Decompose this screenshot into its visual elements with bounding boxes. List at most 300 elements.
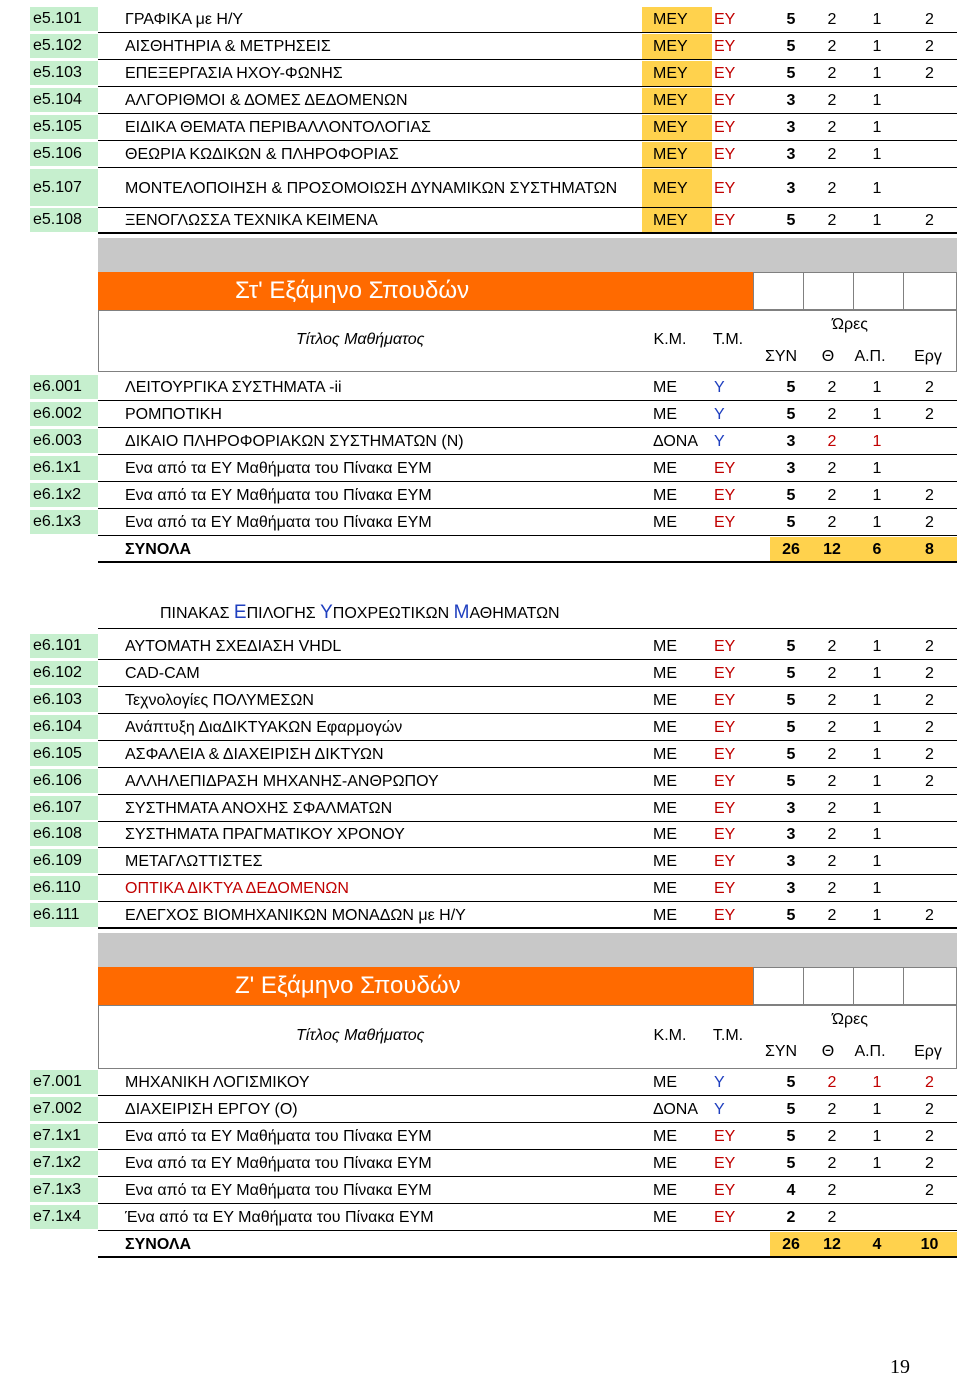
cell-syn: 5 [786,1155,796,1172]
table-row [30,1097,957,1123]
cell-km: ΜΕ [653,719,677,736]
cell-syn: 5 [786,406,796,423]
table-row [30,1070,957,1096]
cell-syn: 5 [786,746,796,763]
cell-th: 2 [827,853,837,870]
cell-erg: 2 [925,11,934,28]
cell-ap: 1 [872,38,882,55]
sem6-title: Στ' Εξάμηνο Σπουδών [98,272,753,310]
cell-code: e5.103 [30,61,98,87]
table-row [30,208,957,234]
cell-erg: 2 [925,514,934,531]
table-row [30,903,957,929]
cell-th: 2 [827,1128,837,1145]
cell-code: e5.107 [30,169,98,208]
cell-km: ΔΟΝΑ [653,433,699,450]
cell-tm: ΕΥ [714,119,736,136]
cell-title: ΣΥΣΤΗΜΑΤΑ ΑΝΟΧΗΣ ΣΦΑΛΜΑΤΩΝ [125,800,393,817]
cell-ap: 1 [872,907,882,924]
cell-title: Ενα από τα ΕΥ Μαθήματα του Πίνακα ΕΥΜ [125,1155,432,1172]
cell-title: ΔΙΑΧΕΙΡΙΣΗ ΕΡΓΟΥ (Ο) [125,1101,298,1118]
cell-th: 2 [827,406,837,423]
cell-title: Ανάπτυξη ΔιαΔΙΚΤΥΑΚΩΝ Εφαρμογών [125,719,403,736]
totals-syn: 26 [782,1236,800,1253]
cell-syn: 2 [786,1209,796,1226]
cell-erg: 2 [925,1155,934,1172]
cell-tm: ΕΥ [714,665,736,682]
cell-th: 2 [827,11,837,28]
cell-tm: Υ [714,433,725,450]
table-row [30,34,957,60]
cell-km: ΜΕ [653,638,677,655]
cell-erg: 2 [925,1074,934,1091]
cell-title: Ενα από τα ΕΥ Μαθήματα του Πίνακα ΕΥΜ [125,1128,432,1145]
cell-ap: 1 [872,880,882,897]
sem7-syn-header: ΣΥΝ [764,1043,798,1060]
cell-erg: 2 [925,38,934,55]
cell-code: e6.002 [30,402,98,428]
sem6-ap-header: Α.Π. [854,348,886,365]
totals-label: ΣΥΝΟΛΑ [125,541,192,558]
cell-ap: 1 [872,638,882,655]
table-row [30,1124,957,1150]
cell-km: ΜΕ [653,692,677,709]
cell-ap [852,1178,902,1204]
cell-th: 2 [827,433,837,450]
cell-km: ΜΕ [653,907,677,924]
table-row [30,115,957,141]
cell-tm: ΕΥ [714,514,736,531]
cell-erg: 2 [925,746,934,763]
cell-ap: 1 [872,719,882,736]
cell-tm: ΕΥ [714,773,736,790]
totals-ap: 6 [872,541,882,558]
sem6-erg-header: Εργ [914,348,942,365]
table-row [30,715,957,741]
cell-code: e6.003 [30,429,98,455]
sem7-totals-row [30,1232,957,1258]
cell-km: ΜΕ [653,1155,677,1172]
cell-ap: 1 [872,146,882,163]
cell-code: e6.109 [30,849,98,875]
cell-title: ΞΕΝΟΓΛΩΣΣΑ ΤΕΧΝΙΚΑ ΚΕΙΜΕΝΑ [125,212,378,229]
page-number: 19 [890,1356,910,1378]
cell-tm: ΕΥ [714,1209,736,1226]
cell-erg: 2 [925,212,934,229]
cell-ap: 1 [872,1074,882,1091]
cell-erg [902,115,957,141]
cell-erg [902,88,957,114]
cell-syn: 3 [786,460,796,477]
cell-code: e6.106 [30,769,98,795]
cell-ap: 1 [872,1101,882,1118]
cell-syn: 3 [786,119,796,136]
table-row [30,429,957,455]
cell-km: ΜΕ [653,1128,677,1145]
cell-syn: 3 [786,146,796,163]
cell-erg: 2 [925,1101,934,1118]
cell-th: 2 [827,1155,837,1172]
cell-code: e6.111 [30,903,98,929]
cell-ap: 1 [872,11,882,28]
table-row [30,1178,957,1204]
table-row [30,634,957,660]
cell-syn: 5 [786,692,796,709]
cell-code: e7.1x3 [30,1178,98,1204]
cell-ap: 1 [872,1128,882,1145]
cell-tm: ΕΥ [714,1182,736,1199]
cell-tm: ΕΥ [714,92,736,109]
cell-th: 2 [827,746,837,763]
cell-title: Ενα από τα ΕΥ Μαθήματα του Πίνακα ΕΥΜ [125,487,432,504]
cell-code: e5.108 [30,208,98,234]
cell-code: e6.101 [30,634,98,660]
cell-km: ΜΕΥ [642,142,712,168]
cell-km: ΜΕ [653,773,677,790]
cell-km: ΜΕΥ [642,7,712,33]
cell-th: 2 [827,212,837,229]
cell-tm: ΕΥ [714,11,736,28]
cell-syn: 5 [786,11,796,28]
cell-tm: ΕΥ [714,800,736,817]
cell-erg: 2 [925,773,934,790]
sem6-title-col-header: Τίτλος Μαθήματος [296,331,425,348]
cell-km: ΜΕΥ [642,169,712,208]
cell-km: ΜΕ [653,514,677,531]
cell-ap: 1 [872,514,882,531]
cell-erg [902,876,957,902]
cell-th: 2 [827,460,837,477]
cell-code: e6.107 [30,796,98,822]
cell-ap: 1 [872,487,882,504]
cell-km: ΜΕ [653,826,677,843]
cell-tm: ΕΥ [714,907,736,924]
table-row [30,849,957,875]
table-row [30,61,957,87]
cell-th: 2 [827,514,837,531]
cell-title: Τεχνολογίες ΠΟΛΥΜΕΣΩΝ [125,692,314,709]
cell-code: e7.1x2 [30,1151,98,1177]
cell-km: ΜΕ [653,1209,677,1226]
cell-code: e5.105 [30,115,98,141]
cell-title: Ενα από τα ΕΥ Μαθήματα του Πίνακα ΕΥΜ [125,514,432,531]
totals-th: 12 [823,541,841,558]
cell-title: ΕΠΕΞΕΡΓΑΣΙΑ ΗΧΟΥ-ΦΩΝΗΣ [125,65,343,82]
table-row [30,688,957,714]
sem7-title-col-header: Τίτλος Μαθήματος [296,1027,425,1044]
cell-erg [902,822,957,848]
cell-syn: 5 [786,38,796,55]
cell-syn: 3 [786,853,796,870]
cell-syn: 5 [786,907,796,924]
cell-erg [902,849,957,875]
sem7-erg-header: Εργ [914,1043,942,1060]
totals-erg: 10 [920,1236,939,1253]
table-row [30,796,957,822]
sem6-th-header: Θ [821,348,835,365]
cell-code: e6.1x2 [30,483,98,509]
cell-title: CAD-CAM [125,665,200,682]
cell-code: e6.1x3 [30,510,98,536]
cell-title: Ενα από τα ΕΥ Μαθήματα του Πίνακα ΕΥΜ [125,460,432,477]
cell-th: 2 [827,907,837,924]
cell-th: 2 [827,719,837,736]
cell-km: ΜΕΥ [642,115,712,141]
sem7-title: Ζ' Εξάμηνο Σπουδών [98,967,753,1005]
table-row [30,876,957,902]
cell-syn: 5 [786,638,796,655]
sem7-km-header: Κ.Μ. [653,1027,687,1044]
cell-erg: 2 [925,692,934,709]
cell-ap: 1 [872,665,882,682]
cell-th: 2 [827,119,837,136]
cell-syn: 4 [786,1182,796,1199]
cell-syn: 3 [786,826,796,843]
cell-syn: 3 [786,92,796,109]
table-row [30,7,957,33]
cell-erg [902,796,957,822]
cell-title: ΜΟΝΤΕΛΟΠΟΙΗΣΗ & ΠΡΟΣΟΜΟΙΩΣΗ ΔΥΝΑΜΙΚΩΝ ΣΥΣΤΗΜΑΤΩΝ [125,180,618,197]
cell-syn: 5 [786,379,796,396]
cell-erg: 2 [925,1128,934,1145]
cell-title: ΕΙΔΙΚΑ ΘΕΜΑΤΑ ΠΕΡΙΒΑΛΛΟΝΤΟΛΟΓΙΑΣ [125,119,431,136]
cell-ap: 1 [872,119,882,136]
cell-km: ΔΟΝΑ [653,1101,699,1118]
cell-km: ΜΕΥ [642,34,712,60]
cell-th: 2 [827,379,837,396]
table-row [30,142,957,168]
cell-code: e6.001 [30,375,98,401]
cell-tm: ΕΥ [714,212,736,229]
table-row [30,510,957,536]
table-row [30,169,957,208]
sem6-tm-header: Τ.Μ. [712,331,744,348]
cell-tm: ΕΥ [714,853,736,870]
table-row [30,456,957,482]
cell-syn: 3 [786,800,796,817]
cell-km: ΜΕ [653,853,677,870]
cell-erg: 2 [925,638,934,655]
cell-erg [902,1205,957,1231]
cell-km: ΜΕ [653,800,677,817]
table-row [30,822,957,848]
cell-ap: 1 [872,853,882,870]
cell-erg: 2 [925,65,934,82]
table-row [30,375,957,401]
cell-syn: 3 [786,880,796,897]
totals-erg: 8 [925,541,934,558]
cell-title: ΕΛΕΓΧΟΣ ΒΙΟΜΗΧΑΝΙΚΩΝ ΜΟΝΑΔΩΝ με Η/Υ [125,907,466,924]
table-row [30,402,957,428]
sem6-syn-header: ΣΥΝ [764,348,798,365]
cell-ap: 1 [872,800,882,817]
cell-code: e7.001 [30,1070,98,1096]
cell-syn: 3 [786,179,796,197]
cell-title: ΑΥΤΟΜΑΤΗ ΣΧΕΔΙΑΣΗ VHDL [125,638,342,655]
cell-tm: ΕΥ [714,638,736,655]
cell-erg [902,456,957,482]
cell-code: e5.106 [30,142,98,168]
totals-label: ΣΥΝΟΛΑ [125,1236,192,1253]
sem7-ap-header: Α.Π. [854,1043,886,1060]
sem7-header-bar [98,933,957,967]
cell-title: ΑΛΛΗΛΕΠΙΔΡΑΣΗ ΜΗΧΑΝΗΣ-ΑΝΘΡΩΠΟΥ [125,773,439,790]
totals-syn: 26 [782,541,800,558]
cell-ap: 1 [872,92,882,109]
cell-erg [902,142,957,168]
cell-erg: 2 [925,1182,934,1199]
table-row [30,769,957,795]
totals-th: 12 [823,1236,841,1253]
sem6-totals-row [30,537,957,563]
sem7-grid-right [753,967,957,1005]
cell-th: 2 [827,92,837,109]
cell-title: Ένα από τα ΕΥ Μαθήματα του Πίνακα ΕΥΜ [125,1209,434,1226]
cell-code: e7.002 [30,1097,98,1123]
cell-th: 2 [827,487,837,504]
sem7-tm-header: Τ.Μ. [712,1027,744,1044]
cell-ap: 1 [872,406,882,423]
table-row [30,1151,957,1177]
cell-ap: 1 [872,692,882,709]
cell-erg: 2 [925,406,934,423]
cell-ap: 1 [872,826,882,843]
cell-syn: 3 [786,433,796,450]
table-row [30,483,957,509]
cell-km: ΜΕ [653,487,677,504]
cell-ap: 1 [872,773,882,790]
cell-syn: 5 [786,212,796,229]
cell-th: 2 [827,665,837,682]
cell-th: 2 [827,179,837,197]
cell-km: ΜΕ [653,460,677,477]
sem6-km-header: Κ.Μ. [653,331,687,348]
cell-tm: ΕΥ [714,460,736,477]
cell-code: e6.105 [30,742,98,768]
cell-code: e6.104 [30,715,98,741]
sem7-th-header: Θ [821,1043,835,1060]
cell-erg [902,429,957,455]
cell-tm: Υ [714,379,725,396]
cell-title: ΓΡΑΦΙΚΑ με Η/Υ [125,11,244,28]
cell-title: ΘΕΩΡΙΑ ΚΩΔΙΚΩΝ & ΠΛΗΡΟΦΟΡΙΑΣ [125,146,399,163]
cell-km: ΜΕ [653,880,677,897]
cell-title: ΑΙΣΘΗΤΗΡΙΑ & ΜΕΤΡΗΣΕΙΣ [125,38,331,55]
cell-erg: 2 [925,379,934,396]
electives-table-heading: ΠΙΝΑΚΑΣ ΕΠΙΛΟΓΗΣ ΥΠΟΧΡΕΩΤΙΚΩΝ ΜΑΘΗΜΑΤΩΝ [160,602,560,623]
cell-erg: 2 [925,719,934,736]
cell-tm: ΕΥ [714,146,736,163]
cell-syn: 5 [786,773,796,790]
cell-syn: 5 [786,65,796,82]
cell-erg [902,169,957,208]
cell-title: ΜΗΧΑΝΙΚΗ ΛΟΓΙΣΜΙΚΟΥ [125,1074,310,1091]
cell-th: 2 [827,880,837,897]
table-row [30,742,957,768]
cell-tm: ΕΥ [714,179,736,197]
cell-title: ΟΠΤΙΚΑ ΔΙΚΤΥΑ ΔΕΔΟΜΕΝΩΝ [125,880,349,897]
sem6-header-bar [98,238,957,272]
cell-title: ΡΟΜΠΟΤΙΚΗ [125,406,222,423]
cell-tm: ΕΥ [714,746,736,763]
cell-ap [852,1205,902,1231]
cell-tm: ΕΥ [714,719,736,736]
cell-tm: ΕΥ [714,38,736,55]
cell-code: e6.102 [30,661,98,687]
cell-code: e5.101 [30,7,98,33]
cell-code: e6.108 [30,822,98,848]
cell-th: 2 [827,1074,837,1091]
cell-erg: 2 [925,665,934,682]
cell-code: e5.104 [30,88,98,114]
cell-code: e6.103 [30,688,98,714]
cell-title: ΑΛΓΟΡΙΘΜΟΙ & ΔΟΜΕΣ ΔΕΔΟΜΕΝΩΝ [125,92,408,109]
cell-th: 2 [827,65,837,82]
cell-ap: 1 [872,433,882,450]
cell-km: ΜΕ [653,379,677,396]
cell-tm: ΕΥ [714,65,736,82]
cell-th: 2 [827,1101,837,1118]
cell-code: e5.102 [30,34,98,60]
cell-th: 2 [827,800,837,817]
cell-title: ΛΕΙΤΟΥΡΓΙΚΑ ΣΥΣΤΗΜΑΤΑ -ii [125,379,342,396]
table-row [30,1205,957,1231]
cell-erg: 2 [925,907,934,924]
cell-th: 2 [827,1182,837,1199]
cell-title: ΑΣΦΑΛΕΙΑ & ΔΙΑΧΕΙΡΙΣΗ ΔΙΚΤΥΩΝ [125,746,384,763]
cell-th: 2 [827,773,837,790]
cell-km: ΜΕ [653,746,677,763]
cell-syn: 5 [786,487,796,504]
cell-tm: ΕΥ [714,826,736,843]
cell-th: 2 [827,146,837,163]
cell-syn: 5 [786,1128,796,1145]
cell-th: 2 [827,692,837,709]
cell-ap: 1 [872,746,882,763]
cell-ap: 1 [872,179,882,197]
cell-tm: ΕΥ [714,1128,736,1145]
cell-tm: Υ [714,1101,725,1118]
cell-km: ΜΕΥ [642,61,712,87]
cell-erg: 2 [925,487,934,504]
table-row [30,88,957,114]
cell-title: ΔΙΚΑΙΟ ΠΛΗΡΟΦΟΡΙΑΚΩΝ ΣΥΣΤΗΜΑΤΩΝ (Ν) [125,433,464,450]
cell-th: 2 [827,38,837,55]
cell-ap: 1 [872,1155,882,1172]
cell-title: ΣΥΣΤΗΜΑΤΑ ΠΡΑΓΜΑΤΙΚΟΥ ΧΡΟΝΟΥ [125,826,405,843]
cell-code: e6.1x1 [30,456,98,482]
sem6-grid-right [753,272,957,310]
cell-code: e7.1x4 [30,1205,98,1231]
cell-syn: 5 [786,1101,796,1118]
cell-title: ΜΕΤΑΓΛΩΤΤΙΣΤΕΣ [125,853,263,870]
table-row [30,661,957,687]
cell-th: 2 [827,1209,837,1226]
cell-km: ΜΕΥ [642,88,712,114]
cell-ap: 1 [872,65,882,82]
cell-syn: 5 [786,1074,796,1091]
cell-tm: Υ [714,1074,725,1091]
cell-ap: 1 [872,212,882,229]
cell-tm: ΕΥ [714,1155,736,1172]
cell-th: 2 [827,638,837,655]
cell-ap: 1 [872,460,882,477]
cell-tm: ΕΥ [714,487,736,504]
cell-tm: ΕΥ [714,692,736,709]
cell-km: ΜΕ [653,665,677,682]
cell-tm: ΕΥ [714,880,736,897]
cell-tm: Υ [714,406,725,423]
